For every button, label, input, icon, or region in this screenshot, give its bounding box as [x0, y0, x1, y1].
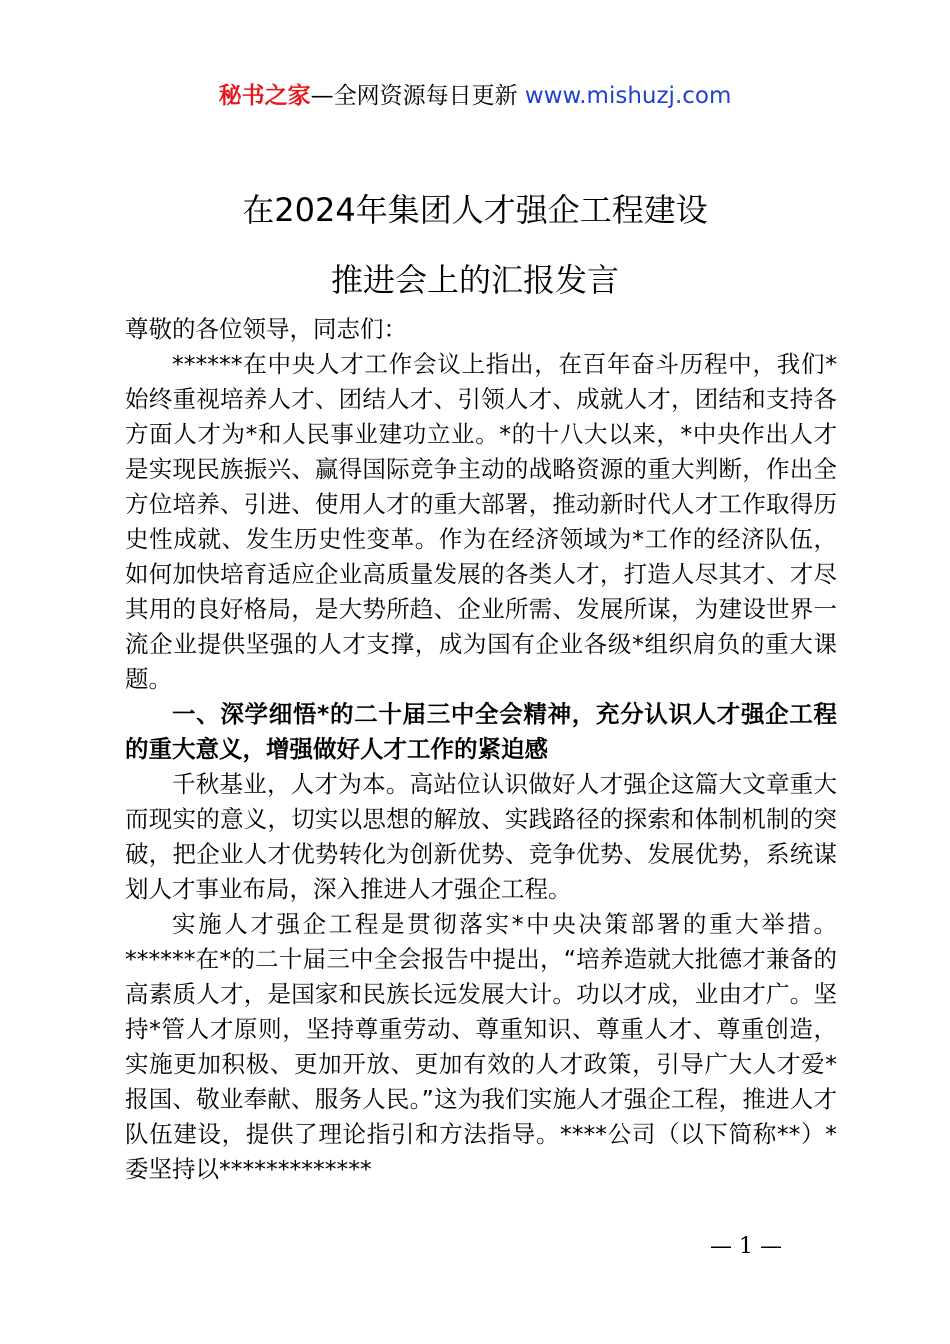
site-header: [0, 80, 950, 112]
salutation: 尊敬的各位领导，同志们：: [125, 315, 407, 343]
section-heading-1: 一、深学细悟*的二十届三中全会精神，充分认识人才强企工程的重大意义，增强做好人才工作的紧迫感: [125, 700, 837, 763]
site-brand: 秘书之家: [218, 83, 311, 109]
page-number: — 1 —: [710, 1234, 782, 1259]
document-body: [125, 312, 837, 1187]
site-url-link[interactable]: www.mishuzj.com: [524, 83, 732, 109]
document-title-line-2: 推进会上的汇报发言: [330, 261, 619, 299]
paragraph: 千秋基业，人才为本。高站位认识做好人才强企这篇大文章重大而现实的意义，切实以思想的解放、实践路径的探索和体制机制的突破，把企业人才优势转化为创新优势、竞争优势、发展优势，系统谋划人才事业布局，深入推进人才强企工程。: [125, 770, 837, 903]
document-title-line-1: 在2024年集团人才强企工程建设: [242, 191, 708, 229]
paragraph: 实施人才强企工程是贯彻落实*中央决策部署的重大举措。******在*的二十届三中全会报告中提出，“培养造就大批德才兼备的高素质人才，是国家和民族长远发展大计。功以才成，业由才广。坚持*管人才原则，坚持尊重劳动、尊重知识、尊重人才、尊重创造，实施更加积极、更加开放、更加有效的人才政策，引导广大人才爱*报国、敬业奉献、服务人民。”这为我们实施人才强企工程，推进人才队伍建设，提供了理论指引和方法指导。****公司（以下简称**）*委坚持以*************: [125, 910, 837, 1183]
site-tagline: —全网资源每日更新: [310, 83, 518, 109]
paragraph-intro: ******在中央人才工作会议上指出，在百年奋斗历程中，我们*始终重视培养人才、团结人才、引领人才、成就人才，团结和支持各方面人才为*和人民事业建功立业。*的十八大以来，*中央作出人才是实现民族振兴、赢得国际竞争主动的战略资源的重大判断，作出全方位培养、引进、使用人才的重大部署，推动新时代人才工作取得历史性成就、发生历史性变革。作为在经济领域为*工作的经济队伍，如何加快培育适应企业高质量发展的各类人才，打造人尽其才、才尽其用的良好格局，是大势所趋、企业所需、发展所谋，为建设世界一流企业提供坚强的人才支撑，成为国有企业各级*组织肩负的重大课题。: [125, 350, 837, 693]
